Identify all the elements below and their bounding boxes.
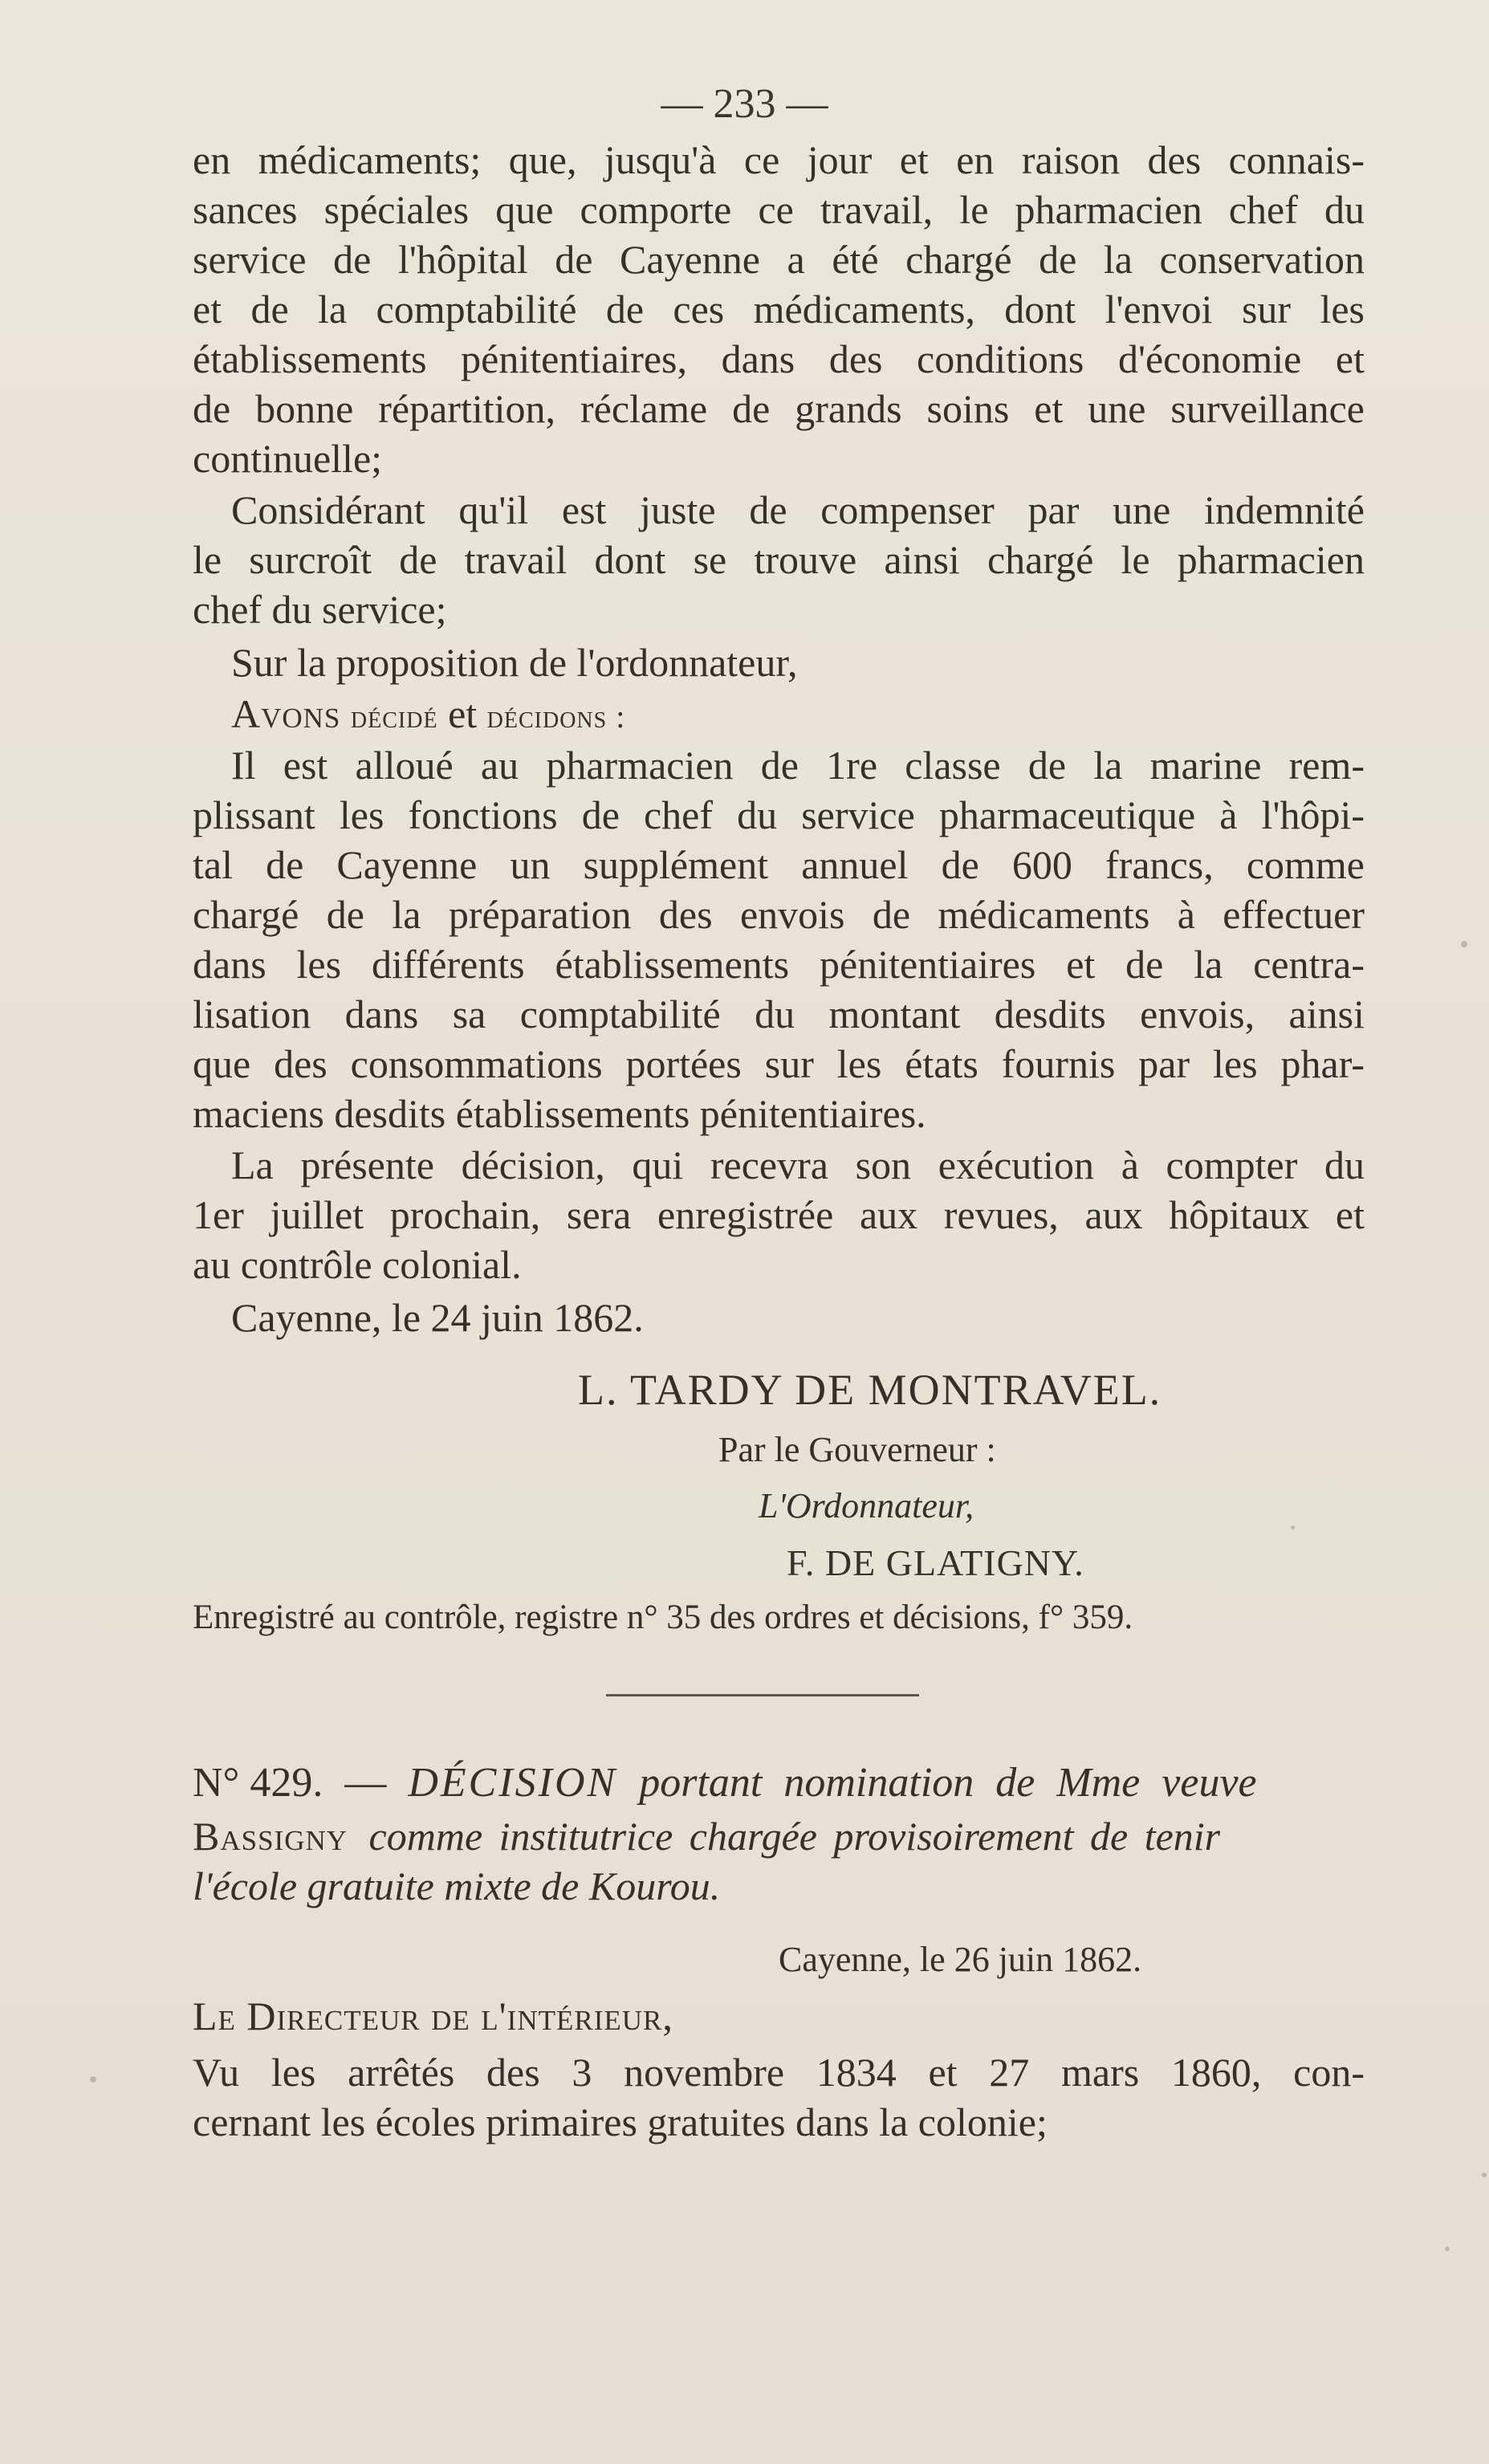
section-divider	[606, 1694, 919, 1696]
body-line: de bonne répartition, réclame de grands soins et une surveillance	[193, 386, 1365, 431]
decision-heading-line: l'école gratuite mixte de Kourou.	[193, 1863, 721, 1908]
bassigny-name: Bassigny	[193, 1814, 348, 1859]
vu-line: Vu les arrêtés des 3 novembre 1834 et 27 mars 1860, con-	[193, 2050, 1365, 2095]
page-number: — 233 —	[661, 81, 828, 127]
paper-speck	[1482, 2173, 1487, 2177]
decide-word: décidé	[350, 698, 438, 735]
decision-heading-rest: portant nomination de Mme veuve	[639, 1760, 1257, 1806]
vu-line: cernant les écoles primaires gratuites dans la colonie;	[193, 2099, 1048, 2144]
article-line: tal de Cayenne un supplément annuel de 600 francs, comme	[193, 842, 1365, 887]
directeur-line: Le Directeur de l'intérieur,	[193, 1994, 673, 2038]
registration-note: Enregistré au contrôle, registre n° 35 des ordres et décisions, f° 359.	[193, 1599, 1133, 1636]
article-line: que des consommations portées sur les états fournis par les phar-	[193, 1041, 1365, 1086]
heading-dash: —	[344, 1760, 387, 1806]
decision-number: N° 429.	[193, 1760, 323, 1806]
governor-signature: L. TARDY DE MONTRAVEL.	[578, 1366, 1162, 1414]
body-line: et de la comptabilité de ces médicaments, dont l'envoi sur les	[193, 287, 1365, 332]
article-line: Il est alloué au pharmacien de 1re classe de la marine rem-	[231, 743, 1365, 788]
decision-title-word: DÉCISION	[408, 1760, 618, 1806]
paper-speck	[1445, 2246, 1450, 2251]
article-line: au contrôle colonial.	[193, 1242, 522, 1287]
body-line: sances spéciales que comporte ce travail, le pharmacien chef du	[193, 187, 1365, 232]
body-line: Sur la proposition de l'ordonnateur,	[231, 640, 798, 685]
et-word: et	[448, 691, 478, 736]
decidons-word: décidons :	[486, 698, 626, 735]
ordonnateur-title: L'Ordonnateur,	[759, 1486, 974, 1525]
paper-speck	[90, 2076, 96, 2083]
article-line: 1er juillet prochain, sera enregistrée aux revues, aux hôpitaux et	[193, 1192, 1365, 1237]
decision-date: Cayenne, le 26 juin 1862.	[779, 1940, 1142, 1979]
article-line: chargé de la préparation des envois de médicaments à effectuer	[193, 892, 1365, 937]
date-line: Cayenne, le 24 juin 1862.	[231, 1295, 644, 1340]
par-le-gouverneur: Par le Gouverneur :	[718, 1430, 996, 1469]
article-line: plissant les fonctions de chef du service pharmaceutique à l'hôpi-	[193, 792, 1365, 837]
ordonnateur-signature: F. DE GLATIGNY.	[787, 1542, 1084, 1583]
body-line: le surcroît de travail dont se trouve ainsi chargé le pharmacien	[193, 537, 1365, 582]
heading-continuation: comme institutrice chargée provisoirement de tenir	[368, 1814, 1221, 1859]
body-line: chef du service;	[193, 587, 447, 632]
decision-heading-line	[193, 1811, 1365, 1861]
body-line: continuelle;	[193, 436, 383, 481]
paper-speck	[1461, 941, 1467, 947]
body-line: Considérant qu'il est juste de compenser par une indemnité	[231, 487, 1365, 532]
article-line: maciens desdits établissements pénitentiaires.	[193, 1091, 926, 1136]
paper-speck	[1291, 1525, 1295, 1529]
body-line: en médicaments; que, jusqu'à ce jour et en raison des connais-	[193, 137, 1365, 182]
decision-heading-line	[193, 1758, 1365, 1808]
avons-word: Avons	[231, 691, 341, 736]
body-line: établissements pénitentiaires, dans des conditions d'économie et	[193, 336, 1365, 381]
body-line: service de l'hôpital de Cayenne a été chargé de la conservation	[193, 237, 1365, 282]
article-line: La présente décision, qui recevra son exécution à compter du	[231, 1142, 1365, 1187]
article-line: dans les différents établissements pénitentiaires et de la centra-	[193, 942, 1365, 987]
article-line: lisation dans sa comptabilité du montant desdits envois, ainsi	[193, 992, 1365, 1037]
avons-decide-line	[231, 689, 1403, 742]
